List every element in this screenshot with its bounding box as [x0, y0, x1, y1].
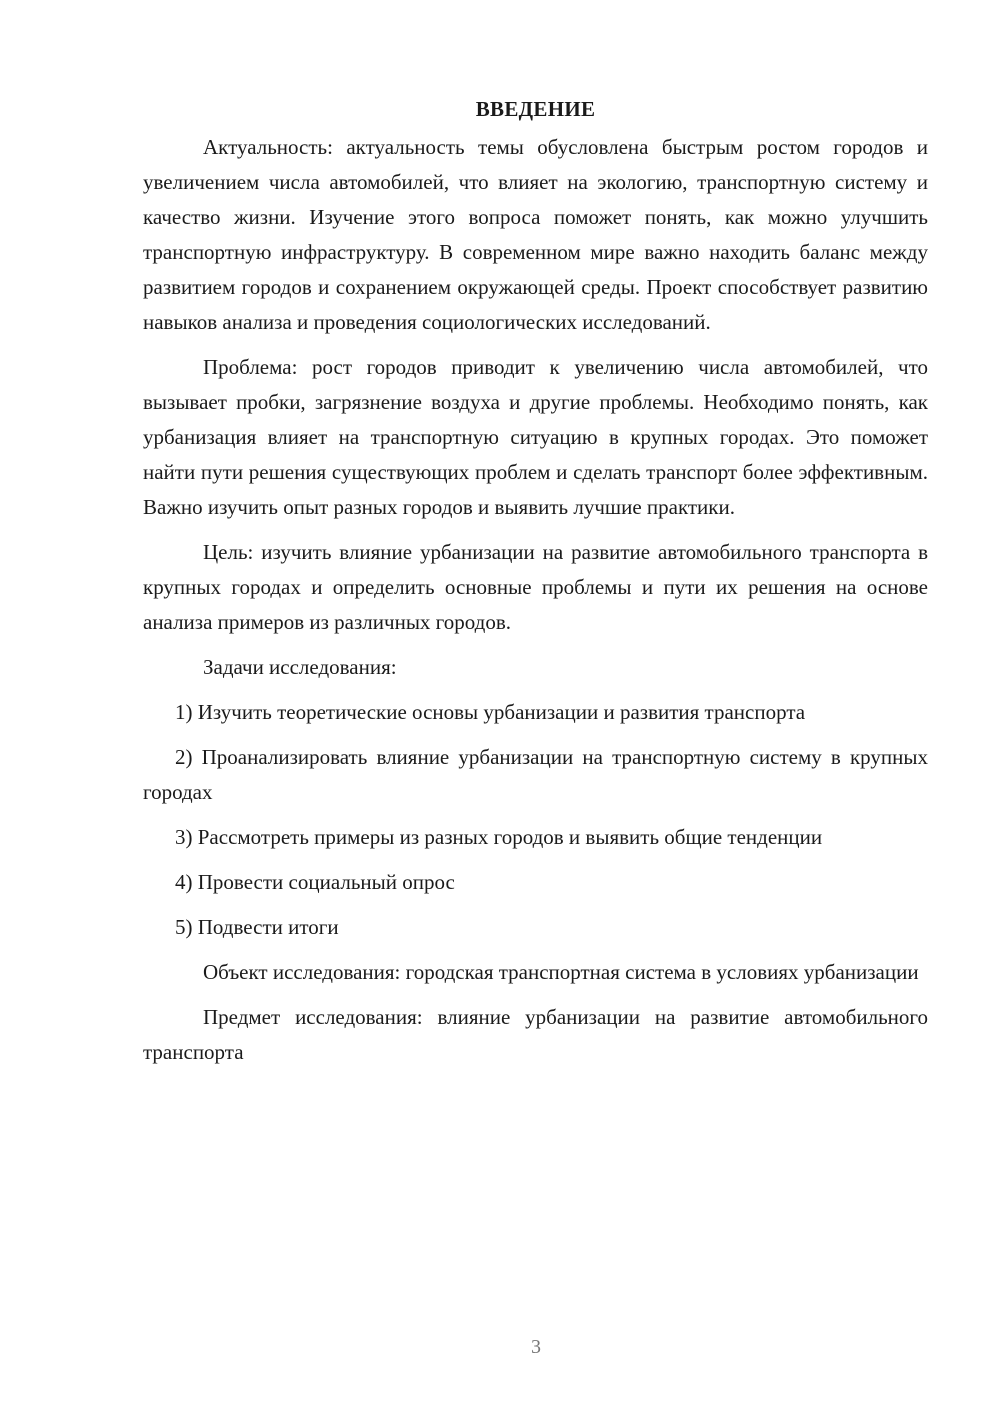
page-heading: ВВЕДЕНИЕ [475, 97, 596, 121]
page-number: 3 [531, 1336, 541, 1358]
tasks-heading: Задачи исследования: [203, 655, 397, 679]
task-item-3: 3) Рассмотреть примеры из разных городов и выявить общие тенденции [175, 825, 823, 849]
task-item-5: 5) Подвести итоги [175, 915, 339, 939]
research-subject-paragraph: Предмет исследования: влияние урбанизации на развитие автомобильного транспорта [143, 1005, 928, 1064]
goal-paragraph: Цель: изучить влияние урбанизации на развитие автомобильного транспорта в крупных городах и определить основные проблемы и пути их решения на основе анализа примеров из различных городов. [143, 540, 928, 634]
research-object-paragraph: Объект исследования: городская транспортная система в условиях урбанизации [203, 960, 919, 984]
document-body [143, 92, 928, 1080]
relevance-paragraph: Актуальность: актуальность темы обусловлена быстрым ростом городов и увеличением числа автомобилей, что влияет на экологию, транспортную систему и качество жизни. Изучение этого вопроса поможет понять, как можно улучшить транспортную инфраструктуру. В современном мире важно находить баланс между развитием городов и сохранением окружающей среды. Проект способствует развитию навыков анализа и проведения социологических исследований. [143, 135, 928, 334]
task-item-1: 1) Изучить теоретические основы урбанизации и развития транспорта [175, 700, 806, 724]
task-item-4: 4) Провести социальный опрос [175, 870, 455, 894]
problem-paragraph: Проблема: рост городов приводит к увеличению числа автомобилей, что вызывает пробки, загрязнение воздуха и другие проблемы. Необходимо понять, как урбанизация влияет на транспортную ситуацию в крупных городах. Это поможет найти пути решения существующих проблем и сделать транспорт более эффективным. Важно изучить опыт разных городов и выявить лучшие практики. [143, 355, 928, 519]
task-item-2: 2) Проанализировать влияние урбанизации на транспортную систему в крупных городах [143, 745, 928, 804]
